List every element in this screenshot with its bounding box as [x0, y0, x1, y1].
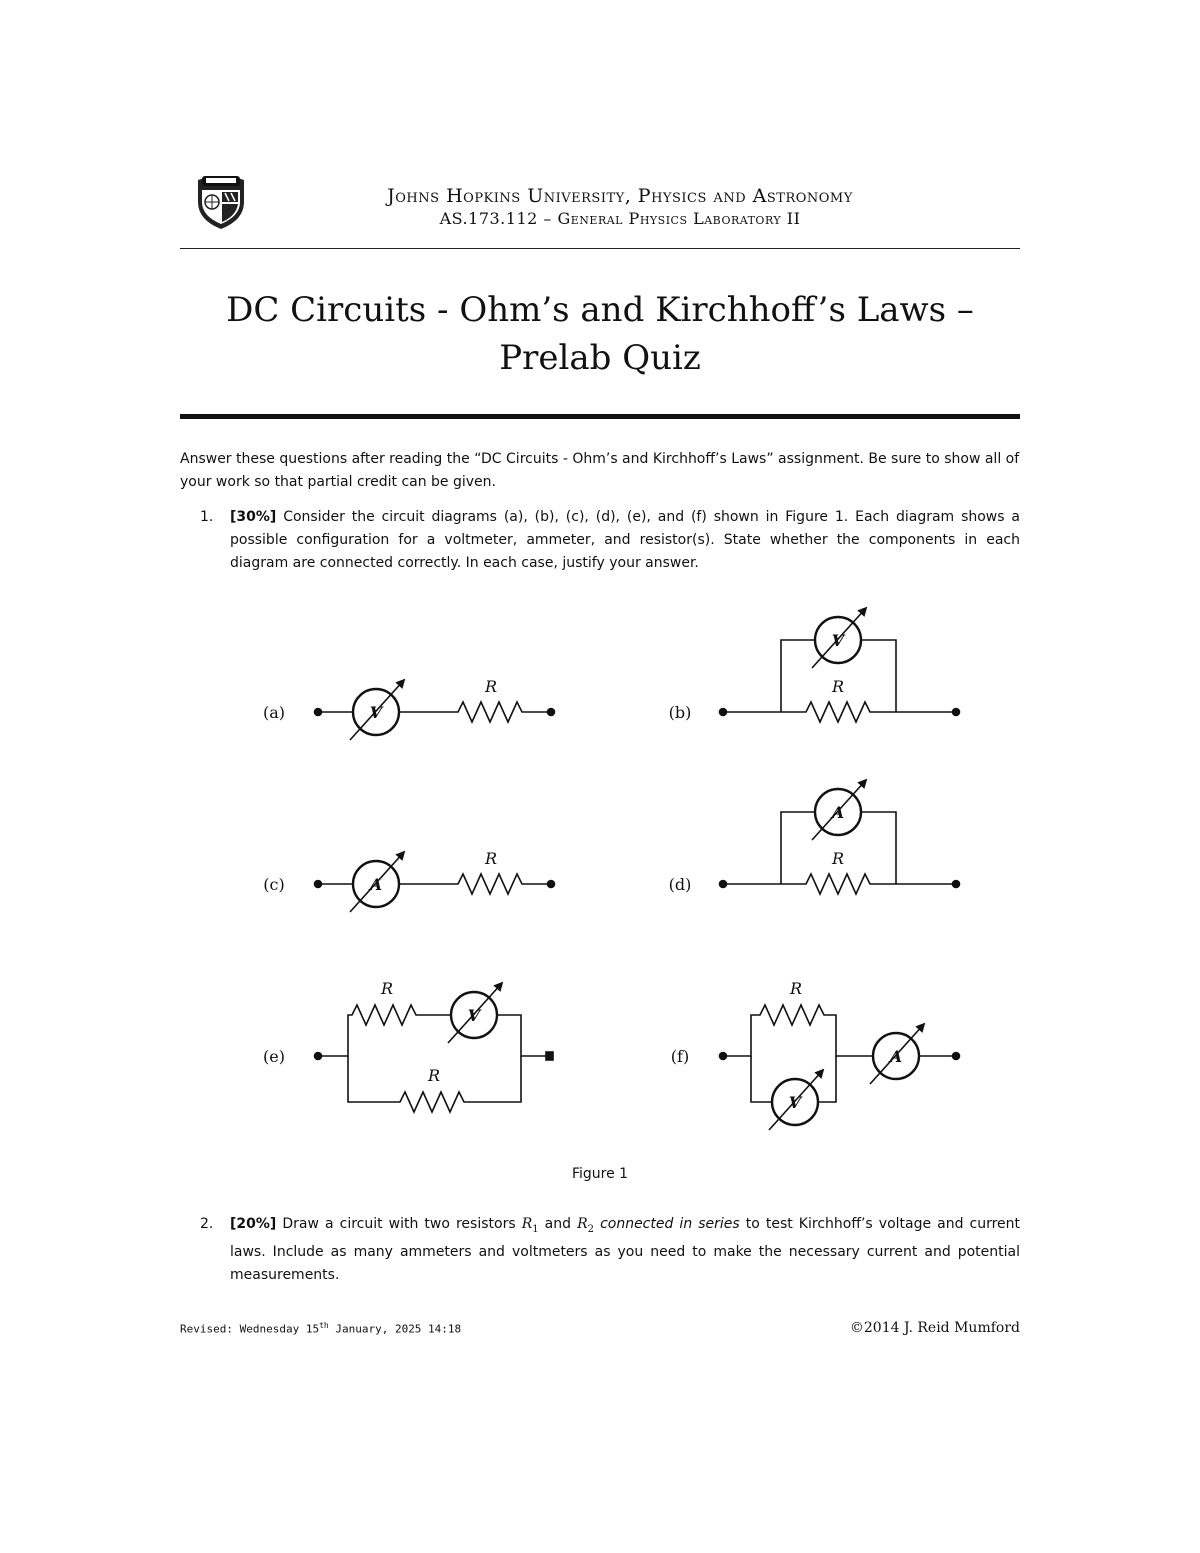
meter-label: A	[831, 803, 845, 822]
meter-label: A	[369, 875, 383, 894]
header-divider	[180, 248, 1020, 249]
resistor-symbol-r1: $R_1$	[521, 1216, 539, 1235]
question-text-end: to test Kirchhoff’s voltage and current laws. Include as many ammeters and voltmeters as you need to make the necessary current and potential measurements.	[230, 1216, 1021, 1283]
circuit-diagram-c	[263, 849, 554, 912]
question-text: Consider the circuit diagrams (a), (b), (c), (d), (e), and (f) shown in Figure 1. Each diagram shows a possible configuration for a voltmeter, ammeter, and resistor(s). State whether the components in each diagram are connected correctly. In each case, justify your answer.	[230, 509, 1021, 571]
diagram-label: (d)	[668, 875, 692, 894]
copyright-notice: ©2014 J. Reid Mumford	[849, 1320, 1020, 1336]
resistor-label: R	[484, 677, 498, 696]
conjunction: and	[544, 1216, 572, 1232]
revision-date: Revised: Wednesday 15th January, 2025 14:18	[180, 1321, 462, 1336]
header-text	[260, 184, 980, 230]
meter-label: A	[889, 1047, 903, 1066]
ammeter-icon	[870, 1024, 924, 1084]
circuit-diagram-f	[671, 979, 960, 1130]
resistor-label: R	[427, 1066, 441, 1085]
resistor-label: R	[380, 979, 394, 998]
meter-label: V	[788, 1093, 802, 1112]
figure-caption: Figure 1	[571, 1166, 629, 1182]
resistor-label: R	[831, 677, 845, 696]
question-number: 2.	[200, 1216, 214, 1232]
header-course: AS.173.112 – General Physics Laboratory II	[439, 209, 801, 228]
page-title: DC Circuits - Ohm’s and Kirchhoff’s Laws – Prelab Quiz	[226, 290, 974, 378]
question-2	[200, 1213, 1020, 1287]
diagram-label: (e)	[263, 1047, 285, 1066]
diagram-label: (b)	[668, 703, 692, 722]
question-weight: [30%]	[230, 509, 277, 525]
title-divider	[180, 414, 1020, 419]
voltmeter-icon	[448, 983, 502, 1043]
voltmeter-icon	[350, 680, 404, 740]
question-weight: [20%]	[230, 1216, 277, 1232]
meter-label: V	[831, 631, 845, 650]
resistor-label: R	[789, 979, 803, 998]
circuit-diagram-b	[669, 608, 960, 722]
circuit-diagram-a	[263, 677, 555, 740]
university-shield-logo	[194, 172, 248, 230]
resistor-label: R	[484, 849, 498, 868]
ammeter-icon	[350, 852, 404, 912]
header-institution: Johns Hopkins University, Physics and Astronomy	[387, 185, 853, 207]
resistor-symbol-r2: $R_2$	[577, 1216, 594, 1235]
meter-label: V	[467, 1006, 481, 1025]
question-number: 1.	[200, 509, 214, 525]
question-body	[230, 1213, 1020, 1287]
voltmeter-icon	[769, 1070, 823, 1130]
question-body	[230, 506, 1020, 575]
ammeter-icon	[812, 780, 866, 840]
question-text-start: Draw a circuit with two resistors	[282, 1216, 516, 1232]
circuit-figure	[180, 600, 1020, 1140]
circuit-diagram-e	[263, 979, 553, 1112]
circuit-diagram-d	[669, 780, 960, 894]
diagram-label: (a)	[262, 703, 286, 722]
emphasis-series: connected in series	[600, 1216, 740, 1232]
diagram-label: (c)	[263, 875, 285, 894]
voltmeter-icon	[812, 608, 866, 668]
diagram-label: (f)	[670, 1047, 690, 1066]
resistor-label: R	[831, 849, 845, 868]
intro-paragraph: Answer these questions after reading the “DC Circuits - Ohm’s and Kirchhoff’s Laws” assignment. Be sure to show all of your work so that partial credit can be given.	[180, 451, 1020, 490]
meter-label: V	[369, 703, 383, 722]
page-header	[180, 172, 1020, 252]
question-1	[200, 506, 1020, 575]
